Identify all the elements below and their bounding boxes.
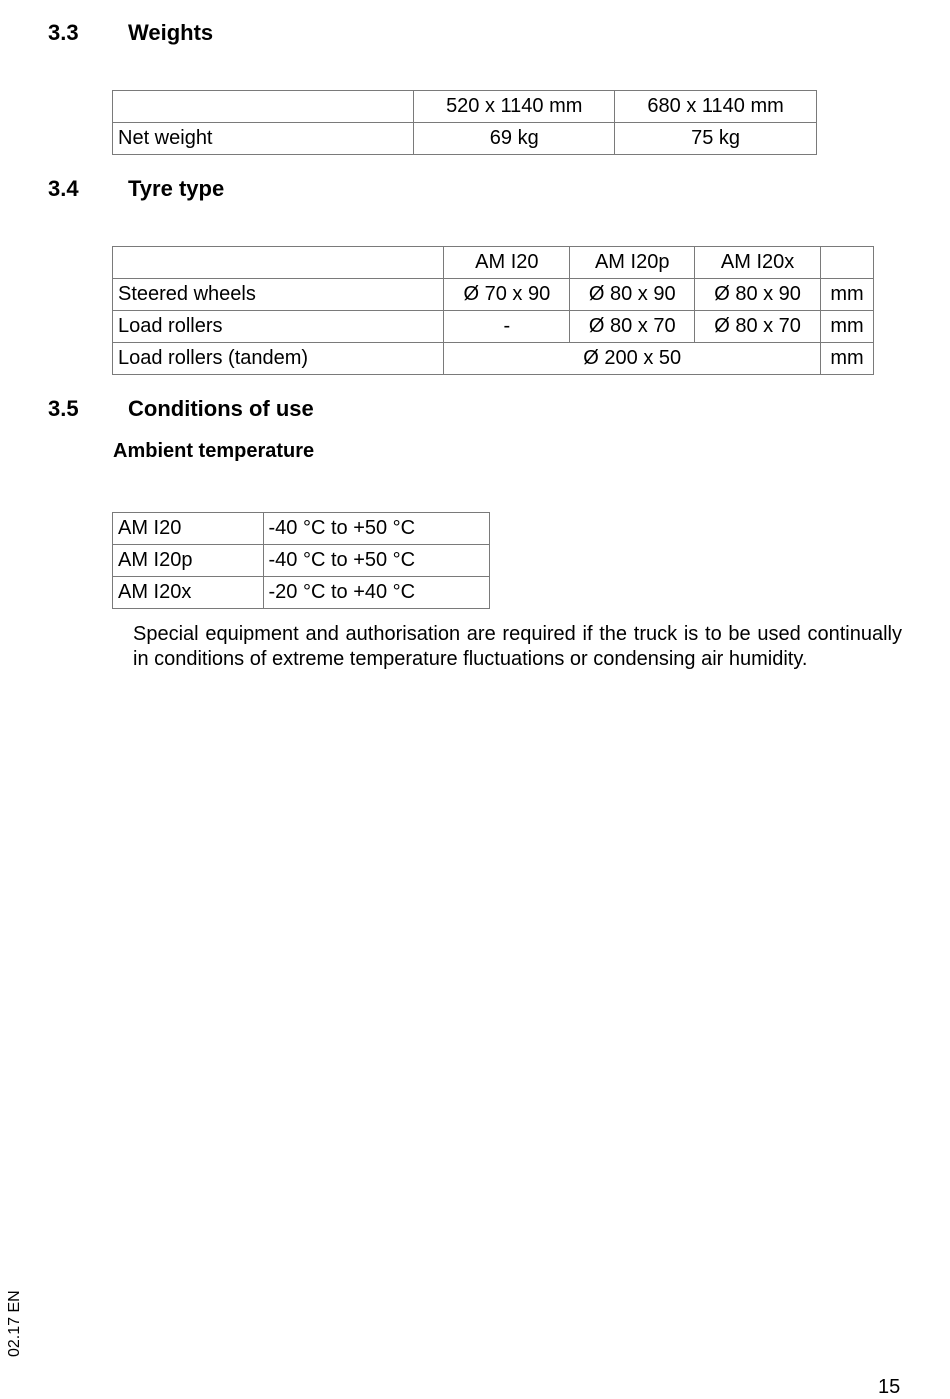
subheading-ambient-temperature: Ambient temperature bbox=[113, 440, 315, 462]
table-cell: -40 °C to +50 °C bbox=[263, 545, 490, 577]
tyre-table bbox=[112, 246, 874, 375]
table-row-label: AM I20 bbox=[113, 513, 264, 545]
section-title: Weights bbox=[128, 20, 214, 45]
ambient-temperature-table bbox=[112, 512, 490, 609]
table-header-cell: AM I20p bbox=[570, 247, 695, 279]
page-number: 15 bbox=[878, 1376, 901, 1398]
section-number: 3.5 bbox=[48, 396, 79, 421]
section-number: 3.4 bbox=[48, 176, 79, 201]
table-header-cell: 520 x 1140 mm bbox=[414, 91, 615, 123]
table-row bbox=[113, 545, 490, 577]
table-cell bbox=[821, 247, 874, 279]
table-cell: Ø 70 x 90 bbox=[444, 279, 570, 311]
table-header-cell: AM I20 bbox=[444, 247, 570, 279]
table-row bbox=[113, 311, 874, 343]
section-title: Tyre type bbox=[128, 176, 225, 201]
section-heading-weights bbox=[48, 20, 213, 46]
section-heading-tyre-type bbox=[48, 176, 224, 202]
table-cell: Ø 80 x 90 bbox=[695, 279, 821, 311]
conditions-note: Special equipment and authorisation are required if the truck is to be used continually in conditions of extreme temperature fluctuations or condensing air humidity. bbox=[133, 623, 902, 670]
section-heading-conditions bbox=[48, 396, 314, 422]
table-unit-cell: mm bbox=[821, 311, 874, 343]
table-row bbox=[113, 343, 874, 375]
table-cell: - bbox=[444, 311, 570, 343]
table-row-label: Load rollers (tandem) bbox=[113, 343, 444, 375]
table-unit-cell: mm bbox=[821, 279, 874, 311]
table-row-label: AM I20x bbox=[113, 577, 264, 609]
table-header-cell: AM I20x bbox=[695, 247, 821, 279]
table-cell bbox=[113, 91, 414, 123]
table-row-label: Net weight bbox=[113, 123, 414, 155]
table-cell: Ø 200 x 50 bbox=[444, 343, 821, 375]
table-row bbox=[113, 123, 817, 155]
table-cell: Ø 80 x 90 bbox=[570, 279, 695, 311]
table-row-label: Steered wheels bbox=[113, 279, 444, 311]
table-cell: Ø 80 x 70 bbox=[695, 311, 821, 343]
table-row-label: AM I20p bbox=[113, 545, 264, 577]
table-row-label: Load rollers bbox=[113, 311, 444, 343]
section-title: Conditions of use bbox=[128, 396, 314, 421]
table-cell: -20 °C to +40 °C bbox=[263, 577, 490, 609]
table-cell: Ø 80 x 70 bbox=[570, 311, 695, 343]
table-header-cell: 680 x 1140 mm bbox=[615, 91, 817, 123]
weights-table bbox=[112, 90, 817, 155]
table-unit-cell: mm bbox=[821, 343, 874, 375]
section-number: 3.3 bbox=[48, 20, 79, 45]
table-row bbox=[113, 577, 490, 609]
table-row bbox=[113, 513, 490, 545]
footer-date-code: 02.17 EN bbox=[6, 1290, 23, 1357]
table-cell: 75 kg bbox=[615, 123, 817, 155]
table-cell bbox=[113, 247, 444, 279]
table-cell: -40 °C to +50 °C bbox=[263, 513, 490, 545]
table-header-row bbox=[113, 247, 874, 279]
table-row bbox=[113, 279, 874, 311]
table-cell: 69 kg bbox=[414, 123, 615, 155]
table-header-row bbox=[113, 91, 817, 123]
